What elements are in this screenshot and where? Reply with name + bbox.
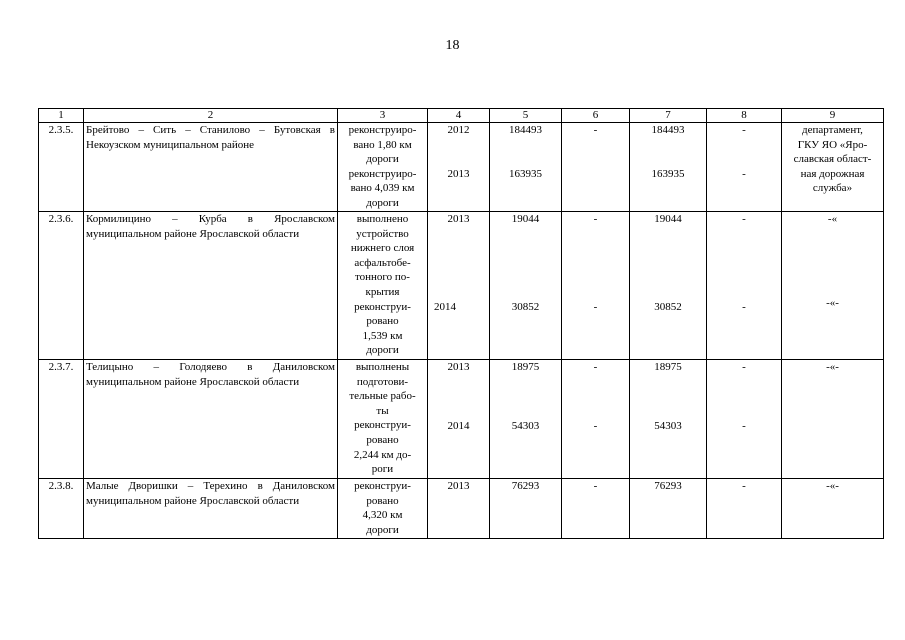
dash-value: -: [742, 301, 746, 313]
year-value: 2013: [447, 168, 470, 180]
header-cell: 5: [490, 109, 562, 123]
year-value: 2013: [447, 213, 470, 225]
row-number: 2.3.8.: [39, 479, 84, 539]
works-line: 4,320 км: [362, 509, 403, 522]
col5-cell: [490, 212, 562, 360]
works-line: ровано: [366, 433, 399, 446]
works-line: асфальтобе-: [354, 256, 411, 269]
table-header-row: [39, 109, 884, 123]
amount-value: 30852: [511, 301, 540, 313]
dash-value: -: [742, 168, 746, 180]
dash-value: -: [593, 213, 598, 225]
table-row: [39, 360, 884, 479]
works-line: ровано: [366, 315, 399, 328]
works-line: реконструиро-: [348, 167, 417, 180]
works-line: устройство: [356, 227, 409, 240]
header-cell: 9: [782, 109, 884, 123]
header-cell: 8: [707, 109, 782, 123]
dash-value: -: [593, 420, 598, 432]
header-cell: 7: [630, 109, 707, 123]
amount-value: 30852: [654, 301, 682, 313]
header-cell: 4: [428, 109, 490, 123]
dash-value: -: [593, 301, 598, 313]
executor-cell: [782, 360, 884, 479]
col8-cell: -: [707, 479, 782, 539]
year-cell: [428, 212, 490, 360]
table-row: [39, 123, 884, 212]
executor-line: ГКУ ЯО «Яро-: [797, 138, 868, 151]
executor-line: -«-: [826, 297, 839, 309]
col6-cell: [562, 123, 630, 212]
road-name: Малые Дворишки – Терехино в Даниловском муниципальном районе Ярославской области: [84, 479, 338, 539]
col7-cell: [630, 123, 707, 212]
dash-value: -: [593, 361, 598, 373]
works-line: крытия: [365, 285, 400, 298]
table-row: [39, 212, 884, 360]
works-line: дороги: [366, 523, 399, 536]
executor-line: славская област-: [793, 153, 872, 166]
col6-cell: [562, 212, 630, 360]
works-description: [338, 123, 428, 212]
amount-value: 18975: [511, 361, 540, 373]
year-cell: [428, 123, 490, 212]
road-name: Брейтово – Сить – Станилово – Бутовская в Некоузском муниципальном районе: [84, 123, 338, 212]
works-description: [338, 479, 428, 539]
year-value: 2012: [447, 124, 470, 136]
col8-cell: [707, 123, 782, 212]
works-line: подготови-: [356, 375, 409, 388]
amount-value: 163935: [651, 168, 685, 180]
works-line: реконструи-: [354, 300, 411, 313]
dash-value: -: [742, 420, 746, 432]
row-number: 2.3.5.: [39, 123, 84, 212]
row-number: 2.3.7.: [39, 360, 84, 479]
col5-cell: 76293: [490, 479, 562, 539]
works-line: тонного по-: [355, 271, 410, 284]
executor-line: -«-: [826, 361, 839, 373]
works-description: [338, 360, 428, 479]
amount-value: 184493: [509, 124, 542, 136]
works-line: реконструи-: [354, 419, 411, 432]
dash-value: -: [742, 213, 746, 225]
works-line: роги: [371, 463, 394, 476]
header-cell: 1: [39, 109, 84, 123]
dash-value: -: [742, 124, 746, 136]
amount-value: 184493: [651, 124, 685, 136]
dash-value: -: [742, 361, 746, 373]
works-description: [338, 212, 428, 360]
col7-cell: [630, 212, 707, 360]
year-cell: [428, 360, 490, 479]
works-line: 2,244 км до-: [353, 448, 412, 461]
col8-cell: [707, 212, 782, 360]
amount-value: 54303: [511, 420, 540, 432]
road-name: Кормилицино – Курба в Ярославском муниципальном районе Ярославской области: [84, 212, 338, 360]
col7-cell: 76293: [630, 479, 707, 539]
row-number: 2.3.6.: [39, 212, 84, 360]
amount-value: 18975: [654, 361, 682, 373]
executor-cell: [782, 212, 884, 360]
works-line: дороги: [366, 344, 399, 357]
works-line: выполнены: [355, 361, 410, 373]
works-line: 1,539 км: [362, 329, 403, 342]
year-value: 2014: [434, 301, 456, 313]
year-cell: 2013: [428, 479, 490, 539]
year-value: 2013: [447, 361, 470, 373]
executor-line: -«: [827, 213, 838, 225]
amount-value: 19044: [654, 213, 682, 225]
header-cell: 2: [84, 109, 338, 123]
col8-cell: [707, 360, 782, 479]
year-value: 2014: [447, 420, 470, 432]
amount-value: 54303: [654, 420, 682, 432]
col7-cell: [630, 360, 707, 479]
works-line: ровано: [366, 494, 399, 507]
works-line: вано 4,039 км: [350, 182, 415, 195]
col5-cell: [490, 360, 562, 479]
executor-cell: -«-: [782, 479, 884, 539]
executor-line: служба»: [812, 182, 853, 195]
amount-value: 163935: [509, 168, 542, 180]
executor-line: департамент,: [802, 124, 863, 136]
works-line: тельные рабо-: [349, 390, 416, 403]
header-cell: 6: [562, 109, 630, 123]
works-line: реконструиро-: [348, 124, 417, 136]
executor-line: ная дорожная: [800, 167, 865, 180]
amount-value: 19044: [511, 213, 540, 225]
works-line: выполнено: [356, 213, 409, 225]
works-line: нижнего слоя: [350, 242, 415, 255]
program-table: [38, 108, 884, 539]
dash-value: -: [593, 124, 598, 136]
works-line: дороги: [366, 153, 399, 166]
works-line: ты: [376, 404, 389, 417]
road-name: Телицыно – Голодяево в Даниловском муниципальном районе Ярославской области: [84, 360, 338, 479]
works-line: дороги: [366, 196, 399, 209]
col5-cell: [490, 123, 562, 212]
works-line: реконструи-: [354, 480, 411, 492]
header-cell: 3: [338, 109, 428, 123]
table-row: [39, 479, 884, 539]
executor-cell: [782, 123, 884, 212]
page-number: 18: [445, 38, 460, 53]
col6-cell: -: [562, 479, 630, 539]
works-line: вано 1,80 км: [353, 138, 412, 151]
col6-cell: [562, 360, 630, 479]
